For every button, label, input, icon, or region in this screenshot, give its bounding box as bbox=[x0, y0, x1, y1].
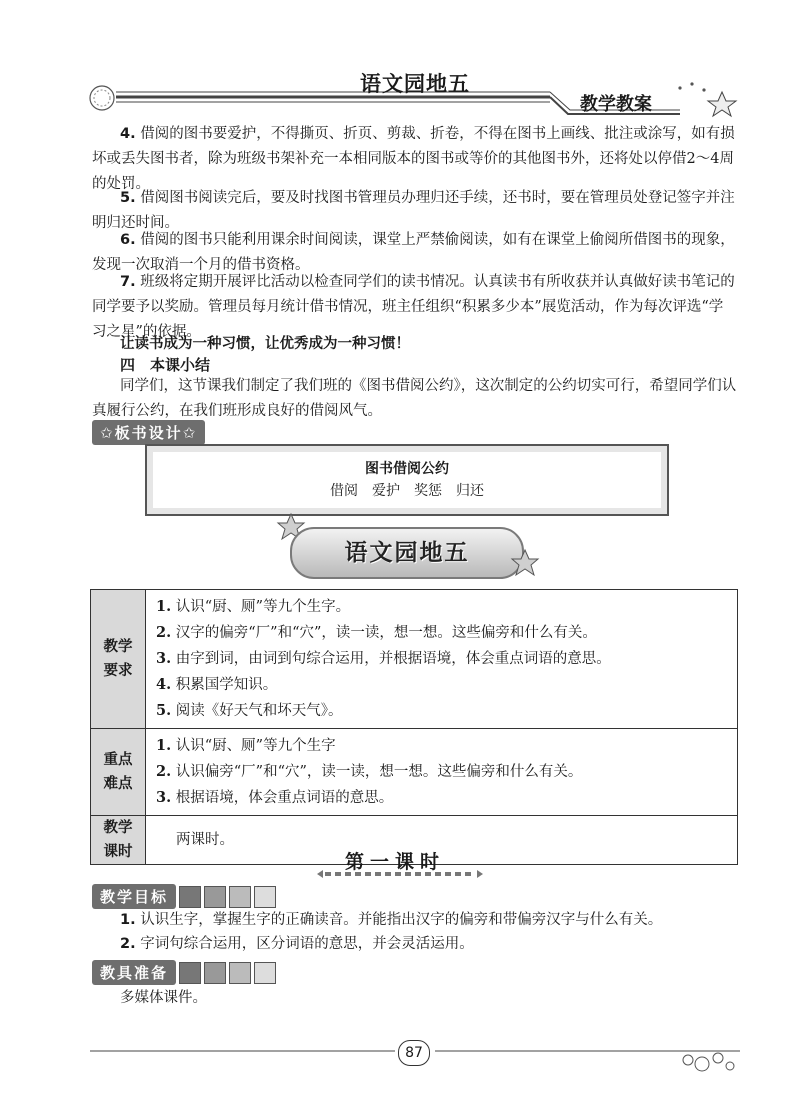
decor-square bbox=[229, 886, 251, 908]
row-header-line: 难点 bbox=[103, 776, 133, 792]
list-item bbox=[156, 672, 727, 698]
header-label: 教学教案 bbox=[580, 94, 652, 115]
item-number: 3. bbox=[156, 789, 172, 806]
item-number: 1. bbox=[156, 737, 172, 754]
objective-2 bbox=[92, 932, 737, 957]
row-header-teaching-req bbox=[91, 590, 146, 729]
star-icon: ✩ bbox=[100, 424, 115, 442]
board-title: 图书借阅公约 bbox=[365, 461, 449, 477]
list-item bbox=[156, 698, 727, 724]
slogan: 让读书成为一种习惯，让优秀成为一种习惯！ bbox=[120, 336, 410, 352]
rule-number: 7. bbox=[120, 274, 136, 290]
summary-text: 同学们，这节课我们制定了我们班的《图书借阅公约》，这次制定的公约切实可行，希望同学们认真履行公约，在我们班形成良好的借阅风气。 bbox=[92, 378, 737, 419]
rule-text: 班级将定期开展评比活动以检查同学们的读书情况。认真读书有所收获并认真做好读书笔记的同学要予以奖励。管理员每月统计借书情况，班主任组织“积累多少本”展览活动，作为每次评选“学习之星”的依据。 bbox=[92, 274, 735, 340]
rule-number: 6. bbox=[120, 232, 136, 248]
decor-square bbox=[254, 886, 276, 908]
lesson-title: 第一课时 bbox=[345, 851, 446, 873]
header-title: 语文园地五 bbox=[360, 72, 470, 96]
item-number: 2. bbox=[120, 936, 136, 952]
decor-square bbox=[179, 886, 201, 908]
row-header-line: 重点 bbox=[103, 752, 133, 768]
item-text: 认识“厨、厕”等九个生字 bbox=[175, 738, 336, 754]
decor-square bbox=[229, 962, 251, 984]
item-text: 由字到词，由词到句综合运用，并根据语境，体会重点词语的意思。 bbox=[175, 651, 611, 667]
item-number: 2. bbox=[156, 763, 172, 780]
item-number: 1. bbox=[156, 598, 172, 615]
teaching-req-content bbox=[146, 590, 738, 729]
materials-label-group bbox=[92, 960, 276, 985]
board-design-label bbox=[92, 420, 205, 445]
table-row bbox=[91, 590, 738, 729]
item-text: 积累国学知识。 bbox=[175, 677, 278, 693]
row-header-key-points bbox=[91, 729, 146, 816]
item-number: 4. bbox=[156, 676, 172, 693]
section-banner: 语文园地五 bbox=[290, 527, 524, 579]
star-icon: ✩ bbox=[182, 424, 198, 442]
decor-square bbox=[204, 886, 226, 908]
table-row bbox=[91, 729, 738, 816]
row-header-line: 教学 bbox=[103, 639, 133, 655]
materials-label: 教具准备 bbox=[92, 960, 176, 985]
rule-number: 4. bbox=[120, 126, 136, 142]
list-item bbox=[156, 785, 727, 811]
list-item bbox=[156, 620, 727, 646]
rule-text: 借阅的图书要爱护，不得撕页、折页、剪裁、折卷，不得在图书上画线、批注或涂写，如有损坏或丢失图书者，除为班级书架补充一本相同版本的图书或等价的其他图书外，还将处以停借2～4周的处罚。 bbox=[92, 126, 735, 192]
row-header-line: 要求 bbox=[103, 663, 133, 679]
decor-square bbox=[254, 962, 276, 984]
list-item bbox=[156, 646, 727, 672]
item-number: 2. bbox=[156, 624, 172, 641]
rule-text: 借阅的图书只能利用课余时间阅读，课堂上严禁偷阅读，如有在课堂上偷阅所借图书的现象，发现一次取消一个月的借书资格。 bbox=[92, 232, 735, 273]
banner-star-right-icon bbox=[510, 548, 540, 578]
item-text: 根据语境，体会重点词语的意思。 bbox=[175, 790, 394, 806]
objective-1 bbox=[92, 908, 737, 933]
objectives-label: 教学目标 bbox=[92, 884, 176, 909]
decor-square bbox=[204, 962, 226, 984]
item-text: 字词句综合运用，区分词语的意思，并会灵活运用。 bbox=[140, 936, 474, 952]
row-header-class-hours bbox=[91, 816, 146, 865]
item-text: 认识偏旁“厂”和“穴”，读一读，想一想。这些偏旁和什么有关。 bbox=[175, 764, 583, 780]
decor-square bbox=[179, 962, 201, 984]
class-hours-content: 两课时。 bbox=[146, 816, 738, 865]
materials-text: 多媒体课件。 bbox=[120, 990, 207, 1006]
item-text: 认识“厨、厕”等九个生字。 bbox=[175, 599, 351, 615]
list-item bbox=[156, 594, 727, 620]
rule-text: 借阅图书阅读完后，要及时找图书管理员办理归还手续，还书时，要在管理员处登记签字并注明归还时间。 bbox=[92, 190, 735, 231]
list-item bbox=[156, 733, 727, 759]
item-number: 1. bbox=[120, 912, 136, 928]
item-text: 认识生字，掌握生字的正确读音。并能指出汉字的偏旁和带偏旁汉字与什么有关。 bbox=[140, 912, 663, 928]
row-header-line: 课时 bbox=[103, 844, 133, 860]
rule-number: 5. bbox=[120, 190, 136, 206]
goals-table bbox=[90, 589, 738, 865]
list-item bbox=[156, 759, 727, 785]
board-design-label-text: 板书设计 bbox=[114, 424, 183, 442]
board-design-panel bbox=[145, 444, 669, 516]
key-points-content bbox=[146, 729, 738, 816]
item-text: 汉字的偏旁“厂”和“穴”，读一读，想一想。这些偏旁和什么有关。 bbox=[175, 625, 597, 641]
objectives-label-group bbox=[92, 884, 276, 909]
lesson-title-underline bbox=[315, 866, 485, 882]
item-number: 3. bbox=[156, 650, 172, 667]
summary-heading: 四 本课小结 bbox=[120, 356, 211, 374]
item-text: 阅读《好天气和坏天气》。 bbox=[175, 703, 343, 719]
page-number: 87 bbox=[398, 1040, 430, 1066]
row-header-line: 教学 bbox=[103, 820, 133, 836]
board-words: 借阅 爱护 奖惩 归还 bbox=[330, 483, 484, 499]
item-number: 5. bbox=[156, 702, 172, 719]
